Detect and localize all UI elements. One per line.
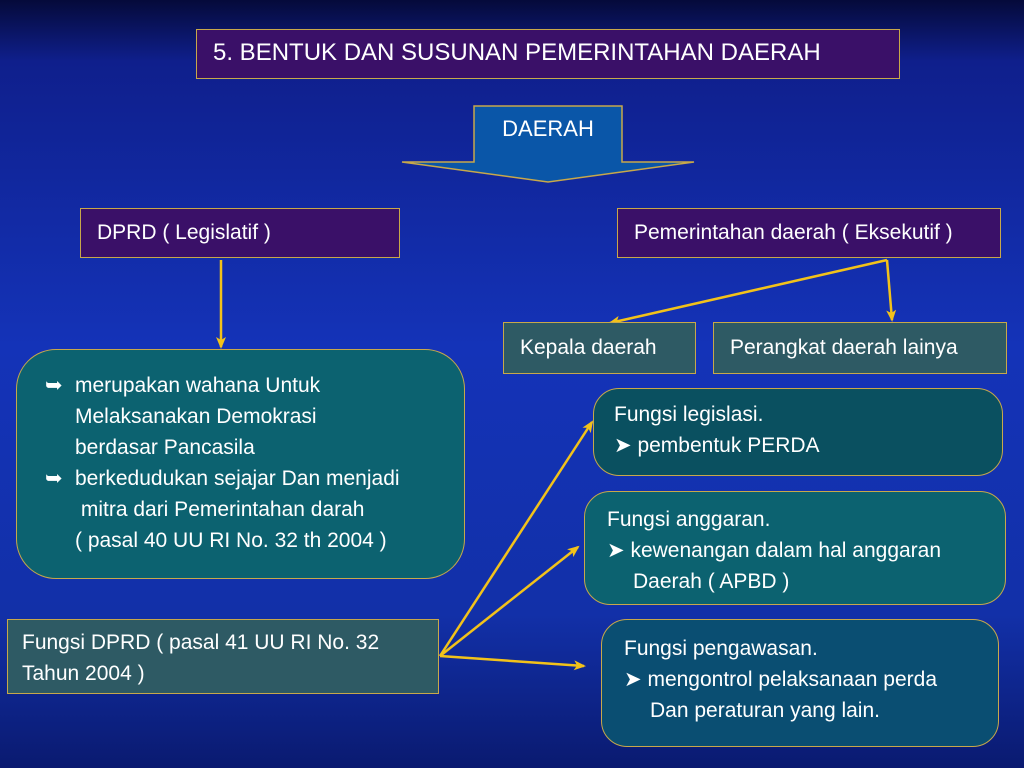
desc-text-2: Melaksanakan Demokrasi [75, 405, 317, 428]
fungsi-anggaran-box [584, 491, 1006, 605]
desc-line-3 [45, 432, 464, 463]
anggaran-item-cont: Daerah ( APBD ) [633, 570, 790, 593]
page-title-text: 5. BENTUK DAN SUSUNAN PEMERINTAHAN DAERAH [213, 39, 821, 66]
arrow-pemda-to-perangkat [887, 260, 892, 320]
desc-text-4: berkedudukan sejajar Dan menjadi [75, 467, 400, 490]
pemda-node [617, 208, 1001, 258]
desc-line-1 [45, 370, 464, 401]
arrow-fungsi-to-anggaran [440, 547, 578, 656]
chevron-right-icon: ➤ [614, 434, 632, 457]
daerah-label: DAERAH [502, 116, 594, 141]
arrow-fungsi-to-pengawasan [440, 656, 584, 666]
desc-line-4 [45, 463, 464, 494]
fungsi-dprd-line-1: Fungsi DPRD ( pasal 41 UU RI No. 32 [22, 631, 380, 654]
dprd-node [80, 208, 400, 258]
hook-arrow-icon: ➥ [45, 374, 63, 397]
desc-text-5: mitra dari Pemerintahan darah [75, 498, 365, 521]
pengawasan-title: Fungsi pengawasan. [624, 637, 818, 660]
fungsi-dprd-node [7, 619, 439, 694]
desc-text-1: merupakan wahana Untuk [75, 374, 321, 397]
dprd-description-box [16, 349, 465, 579]
dprd-label: DPRD ( Legislatif ) [97, 221, 271, 244]
pemda-label: Pemerintahan daerah ( Eksekutif ) [634, 221, 953, 244]
pengawasan-item-cont: Dan peraturan yang lain. [650, 699, 880, 722]
fungsi-legislasi-box [593, 388, 1003, 476]
legislasi-item-text: pembentuk PERDA [637, 434, 820, 457]
perangkat-daerah-node [713, 322, 1007, 374]
desc-text-6: ( pasal 40 UU RI No. 32 th 2004 ) [75, 529, 387, 552]
fungsi-dprd-line-2: Tahun 2004 ) [22, 662, 145, 685]
legislasi-title: Fungsi legislasi. [614, 403, 764, 426]
anggaran-item-text: kewenangan dalam hal anggaran [630, 539, 942, 562]
pengawasan-item [624, 664, 998, 695]
kepala-daerah-label: Kepala daerah [520, 336, 657, 359]
desc-line-6 [45, 525, 464, 556]
hook-arrow-icon: ➥ [45, 467, 63, 490]
pengawasan-item-text: mengontrol pelaksanaan perda [647, 668, 937, 691]
desc-text-3: berdasar Pancasila [75, 436, 255, 459]
chevron-right-icon: ➤ [607, 539, 625, 562]
desc-line-2 [45, 401, 464, 432]
desc-line-5 [45, 494, 464, 525]
fungsi-pengawasan-box [601, 619, 999, 747]
anggaran-title: Fungsi anggaran. [607, 508, 771, 531]
page-title [196, 29, 900, 79]
arrow-pemda-to-kepala [610, 260, 887, 323]
legislasi-item [614, 430, 1002, 461]
kepala-daerah-node [503, 322, 696, 374]
anggaran-item [607, 535, 1005, 566]
perangkat-daerah-label: Perangkat daerah lainya [730, 336, 958, 359]
chevron-right-icon: ➤ [624, 668, 642, 691]
